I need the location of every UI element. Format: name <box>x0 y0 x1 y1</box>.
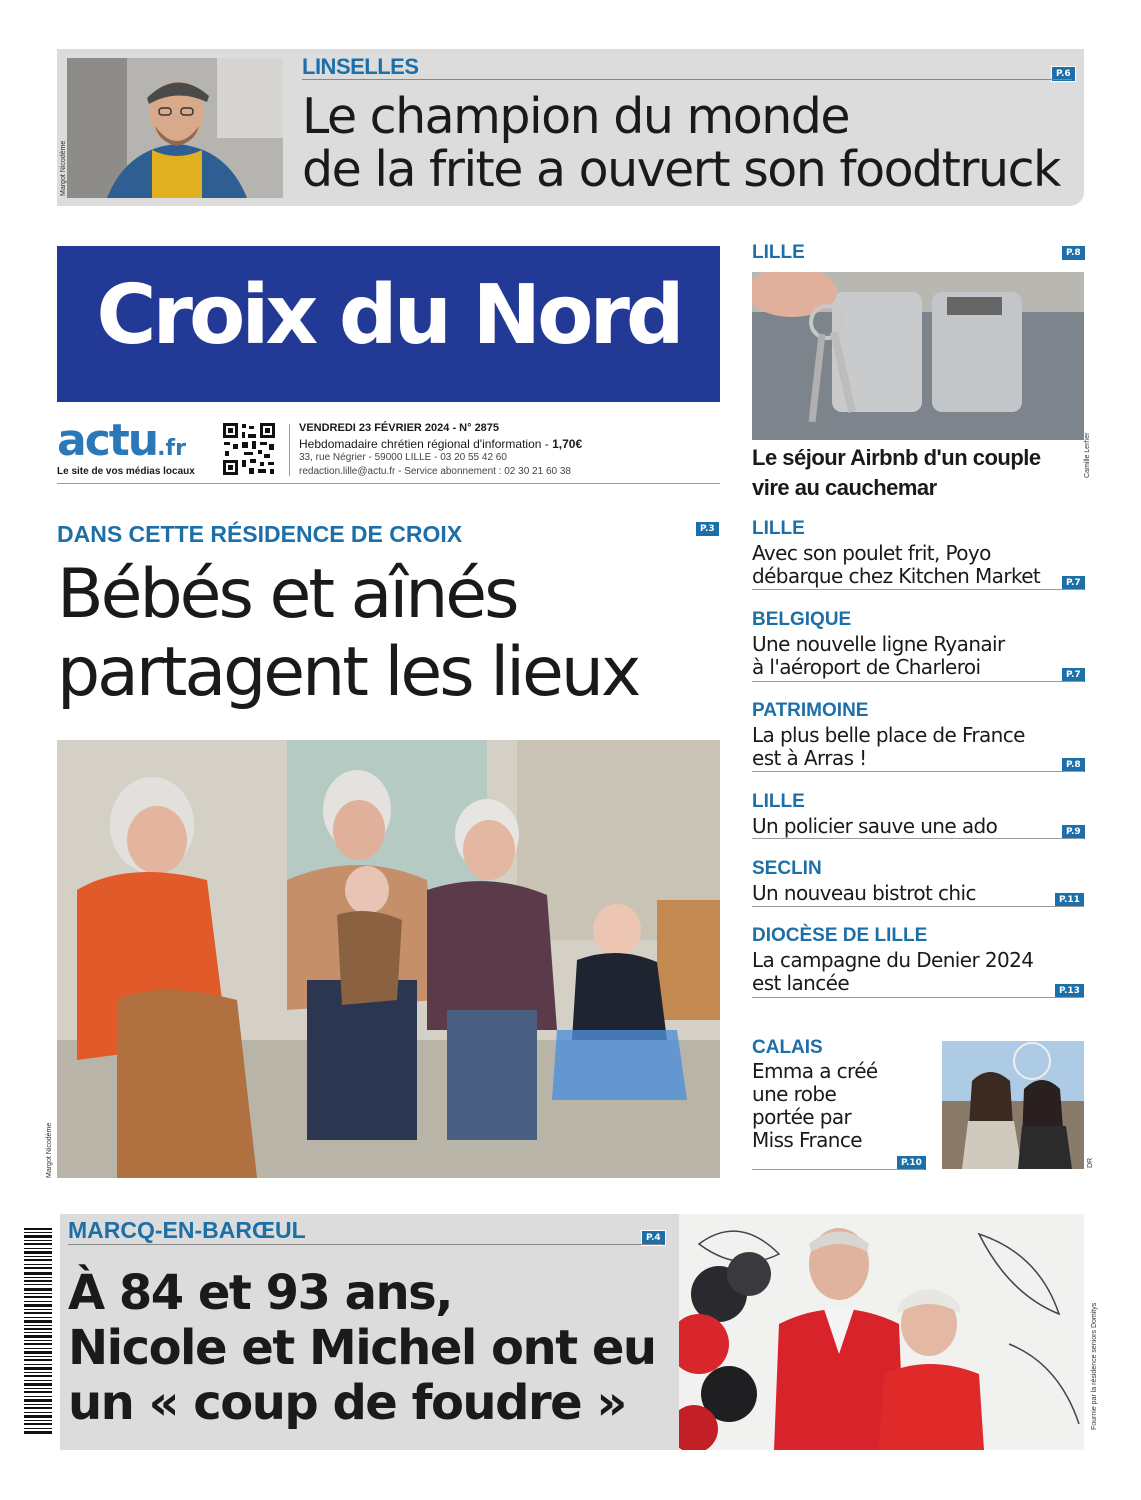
calais-photo-credit: DR <box>1087 1157 1094 1168</box>
issue-description-text: Hebdomadaire chrétien régional d'information - <box>299 437 553 451</box>
sidebar-item-headline[interactable] <box>752 724 1025 770</box>
sidebar-item-kicker: BELGIQUE <box>752 609 852 630</box>
sidebar-item-kicker: PATRIMOINE <box>752 700 869 721</box>
bottom-story-page-tag[interactable]: P.4 <box>641 1230 666 1246</box>
sidebar-item-line2: est à Arras ! <box>752 746 867 770</box>
sidebar-item-line1: La campagne du Denier 2024 <box>752 948 1034 972</box>
bottom-story-divider <box>68 1244 663 1245</box>
sidebar-item-page-tag[interactable]: P.11 <box>1054 892 1085 908</box>
top-story-kicker: LINSELLES <box>302 54 419 79</box>
residence-photo-illustration <box>57 740 720 1178</box>
issue-description <box>299 437 582 451</box>
sidebar-item-page-tag[interactable]: P.8 <box>1061 757 1086 773</box>
airbnb-photo-credit: Camille Lerher <box>1084 432 1091 478</box>
lockbox-photo-illustration <box>752 272 1084 440</box>
sidebar-item-divider <box>752 589 1084 590</box>
qr-code-icon[interactable] <box>222 422 276 476</box>
sidebar-item-divider <box>752 681 1084 682</box>
top-headline-line2: de la frite a ouvert son foodtruck <box>302 141 1060 198</box>
sidebar-item-line1: Une nouvelle ligne Ryanair <box>752 632 1005 656</box>
sidebar-item-line1: Un policier sauve une ado <box>752 814 998 838</box>
lead-headline-line1: Bébés et aînés <box>57 555 517 634</box>
masthead-divider <box>57 483 720 484</box>
bottom-story-headline[interactable] <box>68 1266 678 1431</box>
lead-story-photo[interactable] <box>57 740 720 1178</box>
calais-page-tag[interactable]: P.10 <box>896 1155 927 1171</box>
lead-story-kicker: DANS CETTE RÉSIDENCE DE CROIX <box>57 521 463 547</box>
airbnb-page-tag[interactable]: P.8 <box>1061 245 1086 261</box>
sidebar-item-headline[interactable] <box>752 815 997 838</box>
sidebar-item-kicker: SECLIN <box>752 858 822 879</box>
top-headline-line1: Le champion du monde <box>302 88 849 145</box>
masthead-info-divider <box>289 424 290 476</box>
issue-date: VENDREDI 23 FÉVRIER 2024 - N° 2875 <box>299 422 500 434</box>
calais-divider <box>752 1169 924 1170</box>
issue-price: 1,70€ <box>552 437 583 451</box>
sidebar-item-line2: à l'aéroport de Charleroi <box>752 655 981 679</box>
actu-logo-suffix: .fr <box>157 436 186 461</box>
sidebar-item-line2: débarque chez Kitchen Market <box>752 564 1041 588</box>
sidebar-item-line1: Un nouveau bistrot chic <box>752 881 976 905</box>
top-story-page-tag[interactable]: P.6 <box>1051 66 1076 82</box>
top-photo-credit: Margot Nicodème <box>60 140 67 196</box>
lead-photo-credit: Margot Nicodème <box>46 1122 53 1178</box>
top-story-headline[interactable] <box>302 90 1082 196</box>
sidebar-item-divider <box>752 906 1084 907</box>
lead-story-headline[interactable] <box>57 556 717 712</box>
lead-story-page-tag[interactable]: P.3 <box>695 521 720 537</box>
bottom-story-photo[interactable] <box>679 1214 1084 1450</box>
barcode <box>24 1226 52 1437</box>
bottom-headline-line1: À 84 et 93 ans, <box>68 1265 452 1321</box>
bottom-headline-line2: Nicole et Michel ont eu <box>68 1320 656 1376</box>
sidebar-item-page-tag[interactable]: P.7 <box>1061 667 1086 683</box>
calais-kicker: CALAIS <box>752 1037 823 1058</box>
actu-tagline: Le site de vos médias locaux <box>57 466 195 477</box>
sidebar-item-kicker: LILLE <box>752 791 805 812</box>
sidebar-item-headline[interactable] <box>752 949 1033 995</box>
airbnb-kicker: LILLE <box>752 242 805 263</box>
sidebar-item-line1: Avec son poulet frit, Poyo <box>752 541 991 565</box>
bottom-photo-credit: Fournie par la résidence seniors Domitys <box>1091 1302 1098 1430</box>
airbnb-photo[interactable] <box>752 272 1084 440</box>
masthead <box>57 246 720 402</box>
sidebar-item-page-tag[interactable]: P.13 <box>1054 983 1085 999</box>
top-story-photo[interactable] <box>67 58 283 198</box>
newspaper-title: Croix du Nord <box>96 268 681 363</box>
calais-line3: portée par <box>752 1105 852 1129</box>
airbnb-headline[interactable] <box>752 443 1092 503</box>
sidebar-item-headline[interactable] <box>752 633 1005 679</box>
top-story-divider <box>302 79 1072 80</box>
airbnb-headline-line2: vire au cauchemar <box>752 475 937 500</box>
sidebar-item-page-tag[interactable]: P.9 <box>1061 824 1086 840</box>
bottom-story-kicker: MARCQ-EN-BARŒUL <box>68 1217 306 1243</box>
sidebar-item-headline[interactable] <box>752 542 1040 588</box>
sidebar-item-page-tag[interactable]: P.7 <box>1061 575 1086 591</box>
sidebar-item-divider <box>752 771 1084 772</box>
sidebar-item-divider <box>752 838 1084 839</box>
sidebar-item-kicker: LILLE <box>752 518 805 539</box>
qr-code-graphic <box>222 422 276 476</box>
calais-headline[interactable] <box>752 1060 878 1152</box>
calais-line4: Miss France <box>752 1128 862 1152</box>
chef-photo-illustration <box>67 58 283 198</box>
calais-line1: Emma a créé <box>752 1059 878 1083</box>
bottom-headline-line3: un « coup de foudre » <box>68 1375 626 1431</box>
lead-headline-line2: partagent les lieux <box>57 633 639 712</box>
airbnb-headline-line1: Le séjour Airbnb d'un couple <box>752 445 1041 470</box>
sidebar-item-kicker: DIOCÈSE DE LILLE <box>752 925 928 946</box>
barcode-graphic <box>24 1226 52 1437</box>
calais-photo[interactable] <box>942 1041 1084 1169</box>
couple-photo-illustration <box>679 1214 1084 1450</box>
sidebar-item-line2: est lancée <box>752 971 850 995</box>
sidebar-item-divider <box>752 997 1084 998</box>
sidebar-item-line1: La plus belle place de France <box>752 723 1025 747</box>
actu-logo-text: actu <box>57 415 158 466</box>
issue-address: 33, rue Négrier - 59000 LILLE - 03 20 55 42 60 <box>299 452 507 463</box>
sidebar-item-headline[interactable] <box>752 882 976 905</box>
issue-contact[interactable]: redaction.lille@actu.fr - Service abonnement : 02 30 21 60 38 <box>299 466 571 477</box>
miss-france-photo-illustration <box>942 1041 1084 1169</box>
calais-line2: une robe <box>752 1082 837 1106</box>
